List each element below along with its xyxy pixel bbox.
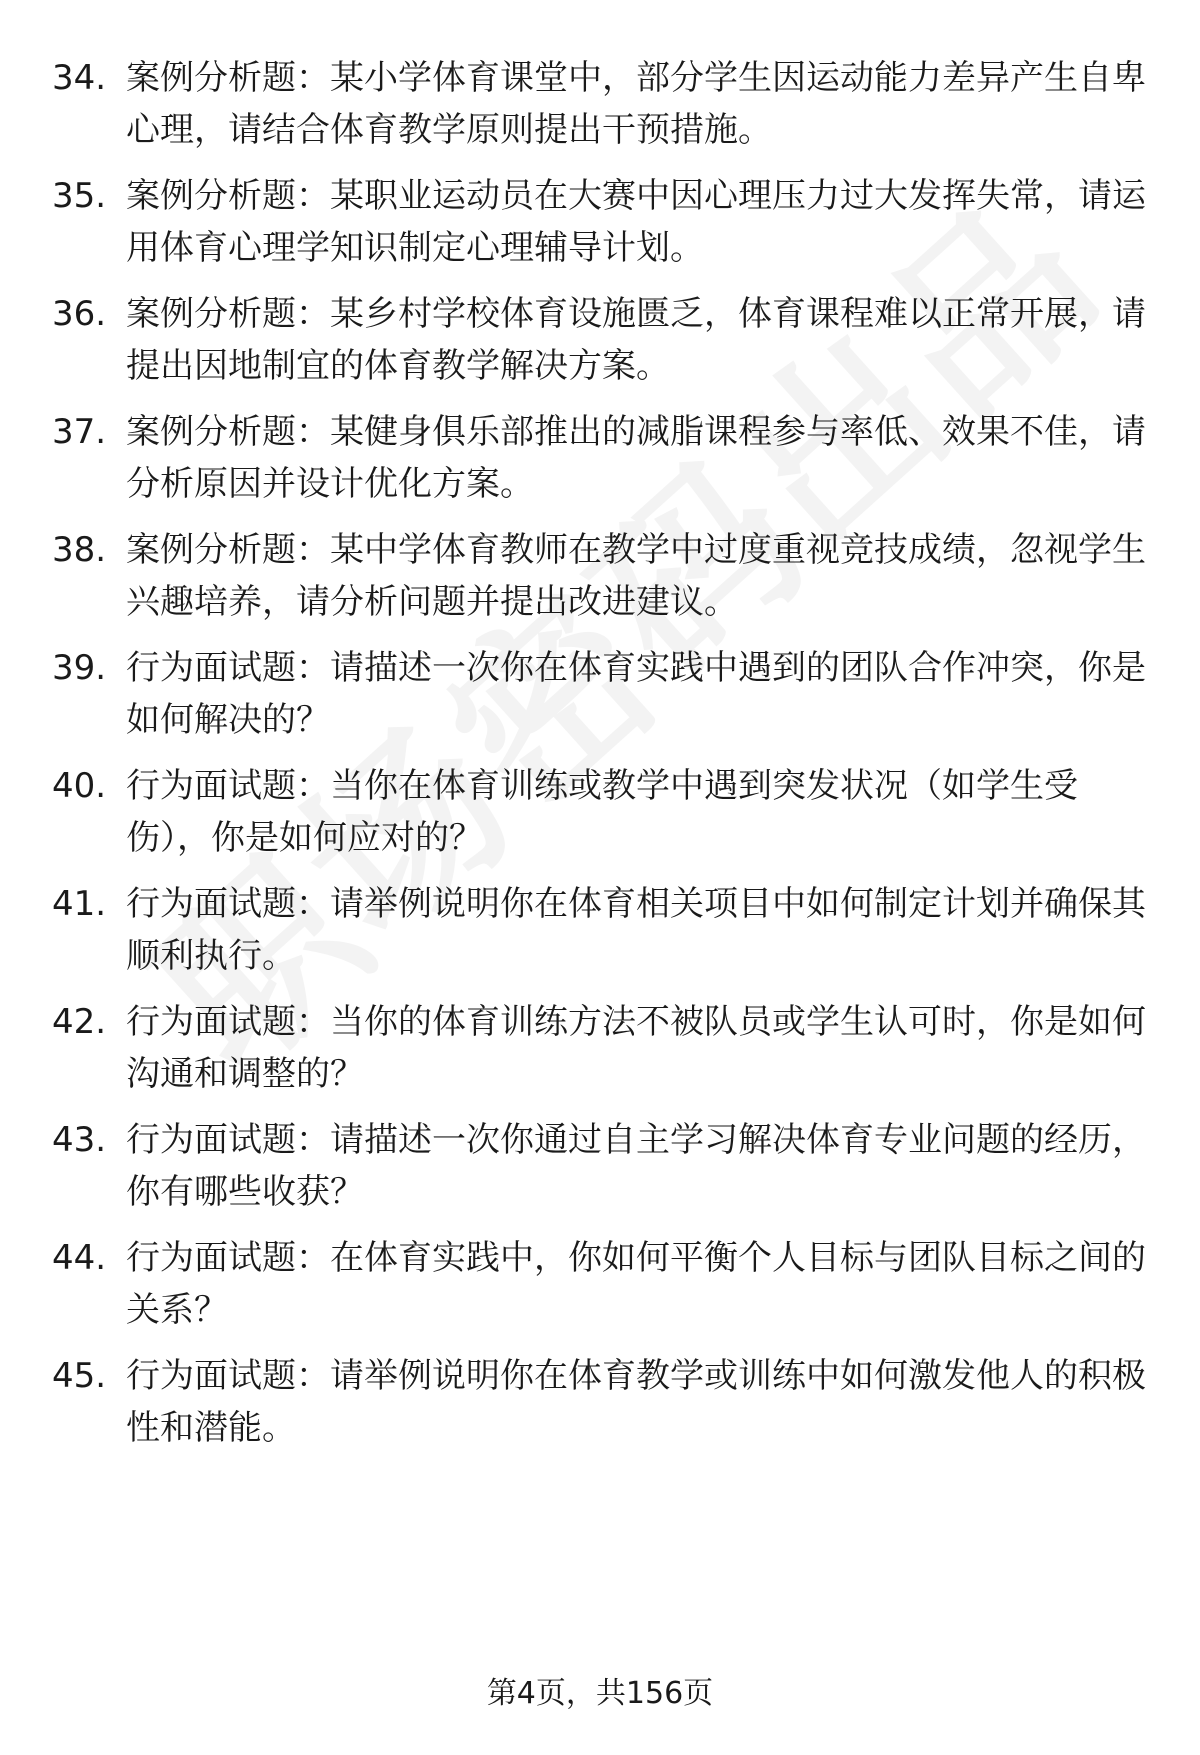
question-item-40 [0,760,1200,870]
question-text: 案例分析题：某小学体育课堂中，部分学生因运动能力差异产生自卑心理，请结合体育教学原则提出干预措施。 [126,58,1146,150]
question-number: 44. [52,1238,107,1278]
question-text: 行为面试题：请举例说明你在体育相关项目中如何制定计划并确保其顺利执行。 [126,884,1146,976]
question-number: 36. [52,294,107,334]
question-text: 行为面试题：请描述一次你通过自主学习解决体育专业问题的经历，你有哪些收获？ [126,1120,1146,1212]
question-item-39 [0,642,1200,752]
question-text: 行为面试题：在体育实践中，你如何平衡个人目标与团队目标之间的关系？ [126,1238,1146,1330]
question-item-42 [0,996,1200,1106]
question-item-34 [0,52,1200,162]
question-text: 案例分析题：某健身俱乐部推出的减脂课程参与率低、效果不佳，请分析原因并设计优化方案。 [126,412,1146,504]
question-number: 42. [52,1002,107,1042]
question-item-41 [0,878,1200,988]
question-number: 38. [52,530,107,570]
question-item-35 [0,170,1200,280]
question-text: 行为面试题：当你的体育训练方法不被队员或学生认可时，你是如何沟通和调整的？ [126,1002,1146,1094]
question-text: 案例分析题：某职业运动员在大赛中因心理压力过大发挥失常，请运用体育心理学知识制定心理辅导计划。 [126,176,1146,268]
question-number: 34. [52,58,107,98]
question-text: 案例分析题：某中学体育教师在教学中过度重视竞技成绩，忽视学生兴趣培养，请分析问题并提出改进建议。 [126,530,1146,622]
question-item-36 [0,288,1200,398]
question-item-43 [0,1114,1200,1224]
question-item-45 [0,1350,1200,1460]
question-item-44 [0,1232,1200,1342]
question-number: 45. [52,1356,107,1396]
page-footer: 第4页，共156页 [486,1676,714,1711]
question-number: 37. [52,412,107,452]
question-number: 40. [52,766,107,806]
question-item-38 [0,524,1200,634]
question-text: 行为面试题：当你在体育训练或教学中遇到突发状况（如学生受伤），你是如何应对的？ [126,766,1078,858]
question-number: 35. [52,176,107,216]
question-text: 行为面试题：请描述一次你在体育实践中遇到的团队合作冲突，你是如何解决的？ [126,648,1146,740]
question-text: 行为面试题：请举例说明你在体育教学或训练中如何激发他人的积极性和潜能。 [126,1356,1146,1448]
question-number: 39. [52,648,107,688]
question-text: 案例分析题：某乡村学校体育设施匮乏，体育课程难以正常开展，请提出因地制宜的体育教学解决方案。 [126,294,1146,386]
question-item-37 [0,406,1200,516]
question-number: 41. [52,884,107,924]
question-number: 43. [52,1120,107,1160]
